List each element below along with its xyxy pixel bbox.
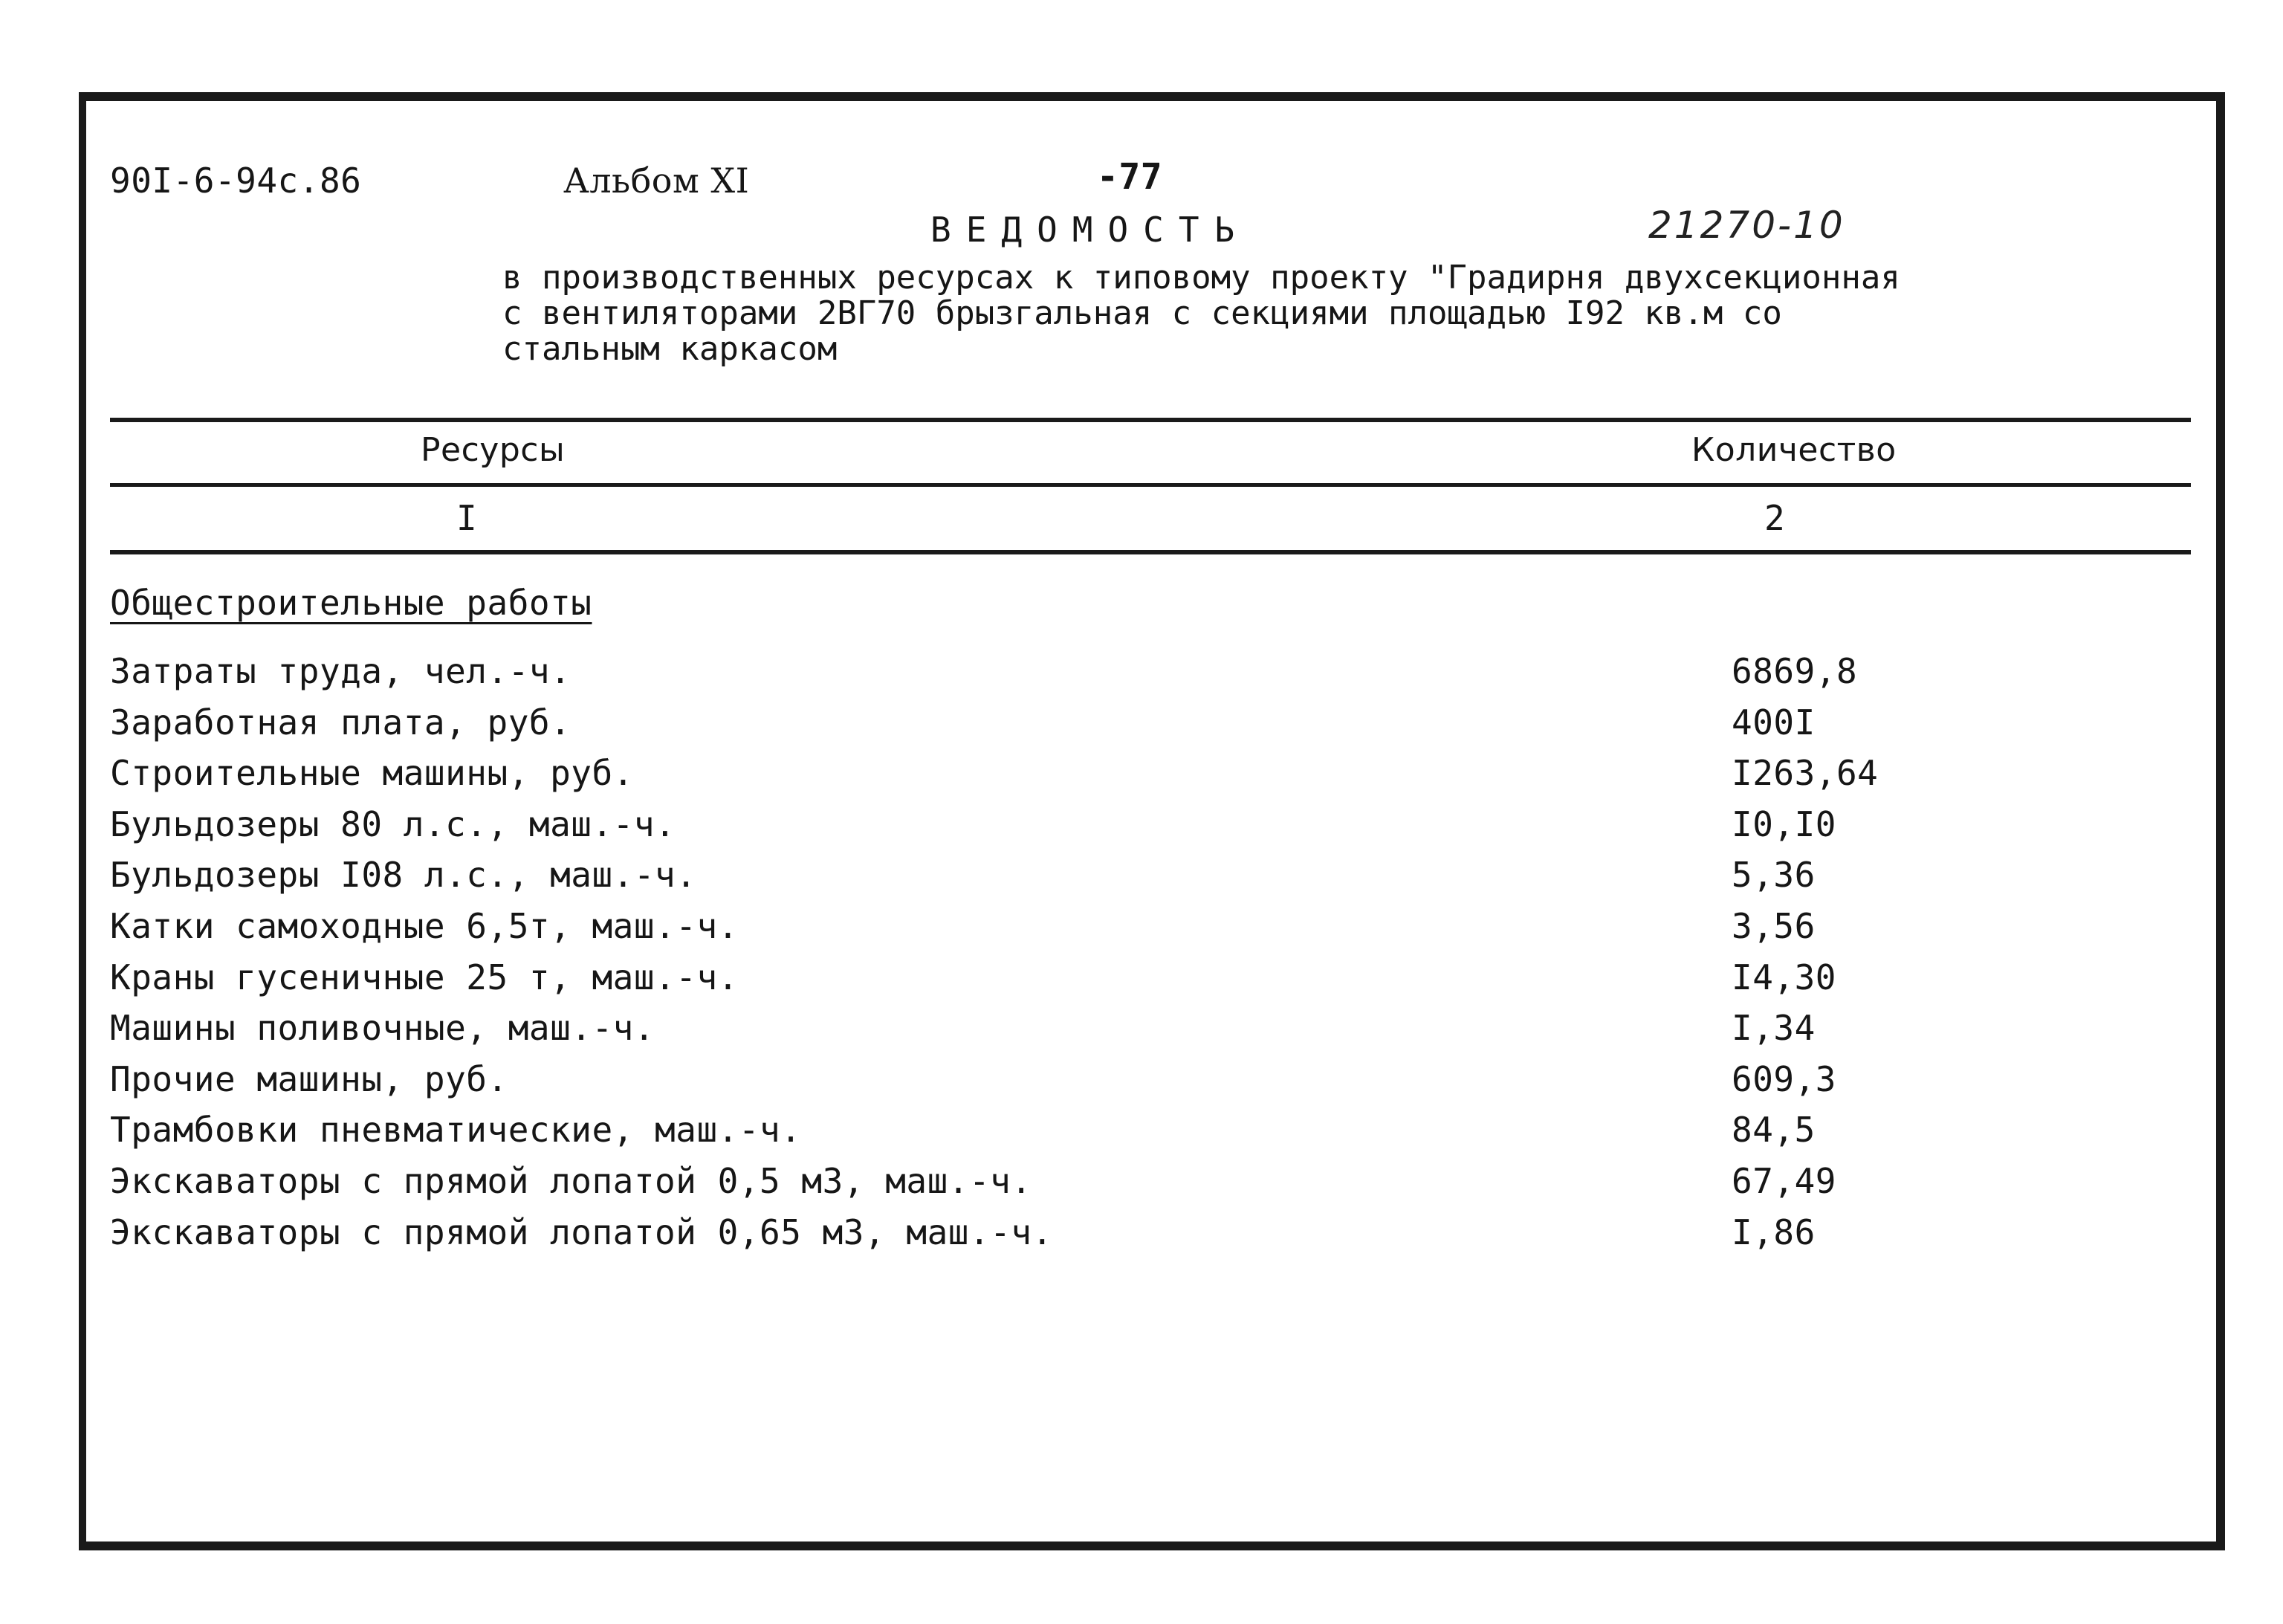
table-row-label: Экскаваторы с прямой лопатой 0,5 м3, маш.-ч.: [110, 1161, 1032, 1201]
document-title: ВЕДОМОСТЬ: [930, 210, 1250, 250]
table-row-value: 5,36: [1732, 855, 1816, 895]
table-row-value: 3,56: [1732, 906, 1816, 946]
table-row-label: Прочие машины, руб.: [110, 1059, 508, 1099]
table-row-value: 84,5: [1732, 1110, 1816, 1150]
subtitle-line-3: стальным каркасом: [502, 330, 838, 368]
table-row-label: Машины поливочные, маш.-ч.: [110, 1008, 655, 1048]
section-heading: Общестроительные работы: [110, 583, 592, 623]
table-row-label: Трамбовки пневматические, маш.-ч.: [110, 1110, 802, 1150]
table-header-rule: [110, 483, 2191, 487]
table-row-label: Заработная плата, руб.: [110, 702, 571, 743]
subtitle-line-2: с вентиляторами 2ВГ70 брызгальная с секциями площадью I92 кв.м со: [502, 294, 1782, 332]
document-code: 90I-6-94c.86: [110, 161, 362, 201]
column-header-resources: Ресурсы: [421, 431, 566, 469]
handwritten-document-id: 21270-10: [1648, 204, 1845, 247]
table-row-label: Экскаваторы с прямой лопатой 0,65 м3, маш.-ч.: [110, 1212, 1053, 1252]
table-row-value: 67,49: [1732, 1161, 1836, 1201]
table-top-rule: [110, 418, 2191, 422]
album-label: Альбом XI: [563, 161, 750, 201]
table-row-value: I263,64: [1732, 753, 1879, 793]
table-row-label: Катки самоходные 6,5т, маш.-ч.: [110, 906, 739, 946]
table-row-value: 400I: [1732, 702, 1816, 743]
table-row-label: Краны гусеничные 25 т, маш.-ч.: [110, 957, 739, 997]
column-header-quantity: Количество: [1691, 431, 1897, 469]
table-row-value: I0,I0: [1732, 804, 1836, 844]
column-number-2: 2: [1764, 498, 1786, 538]
table-row-label: Бульдозеры 80 л.с., маш.-ч.: [110, 804, 676, 844]
table-row-value: 609,3: [1732, 1059, 1836, 1099]
table-row-label: Строительные машины, руб.: [110, 753, 634, 793]
table-row-value: I,34: [1732, 1008, 1816, 1048]
table-row-label: Затраты труда, чел.-ч.: [110, 651, 571, 691]
table-row-value: I,86: [1732, 1212, 1816, 1252]
table-row-label: Бульдозеры I08 л.с., маш.-ч.: [110, 855, 697, 895]
subtitle-line-1: в производственных ресурсах к типовому проекту "Градирня двухсекционная: [502, 259, 1900, 297]
table-row-value: 6869,8: [1732, 651, 1858, 691]
column-number-1: I: [456, 498, 478, 538]
table-body-rule: [110, 550, 2191, 554]
table-row-value: I4,30: [1732, 957, 1836, 997]
page-number: -77: [1097, 156, 1163, 198]
